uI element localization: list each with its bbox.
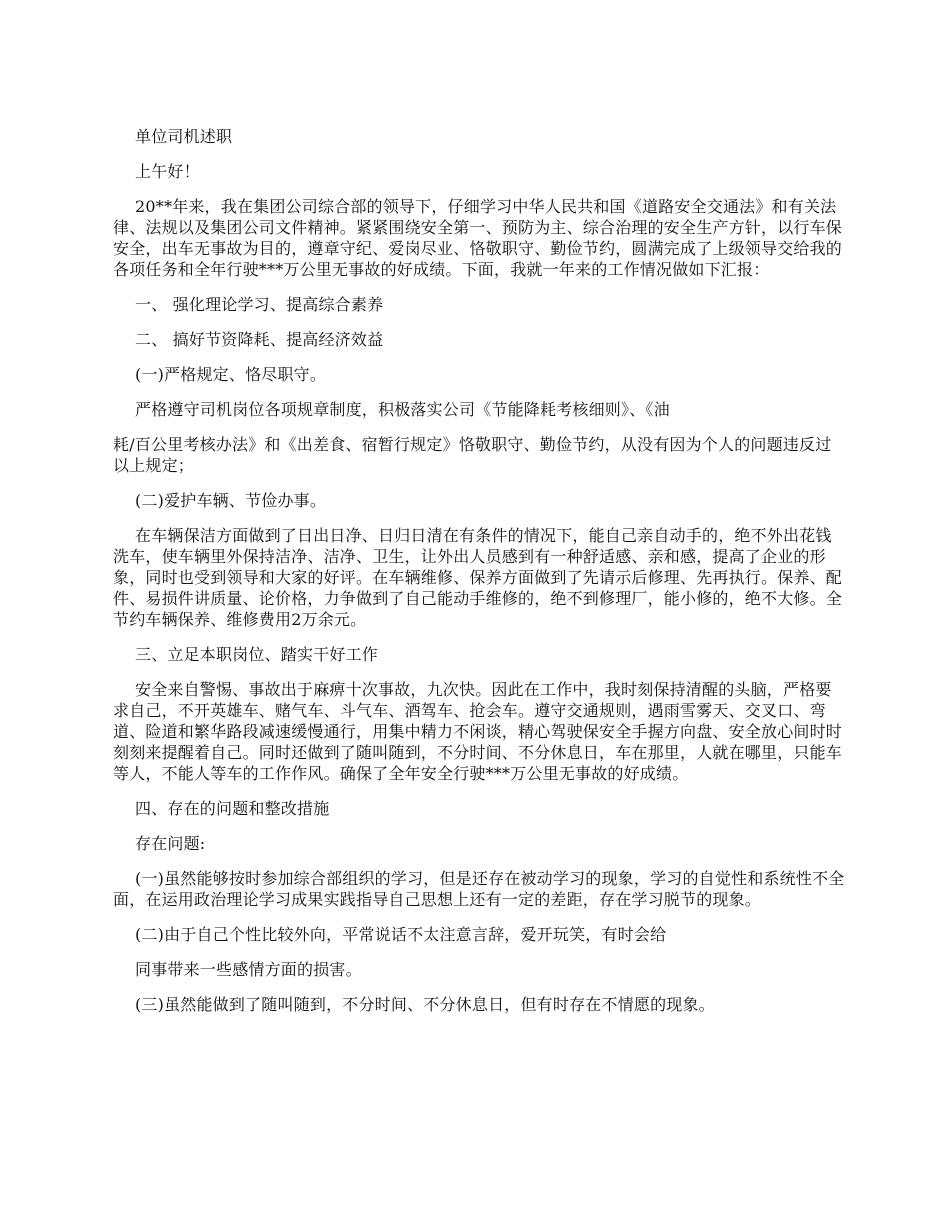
document-title: 单位司机述职 bbox=[135, 127, 233, 146]
intro-paragraph: 20**年来，我在集团公司综合部的领导下，仔细学习中华人民共和国《道路安全交通法》和有关法律、法规以及集团公司文件精神。紧紧围绕安全第一、预防为主、综合治理的安全生产方针，以行车保安全，出车无事故为目的，遵章守纪、爱岗尽业、恪敬职守、勤俭节约，圆满完成了上级领导交给我的各项任务和全年行驶***万公里无事故的好成绩。下面，我就一年来的工作情况做如下汇报： bbox=[113, 197, 843, 279]
greeting: 上午好！ bbox=[135, 162, 200, 181]
section-heading-4: 四、存在的问题和整改措施 bbox=[135, 799, 330, 818]
problem-1: (一)虽然能够按时参加综合部组织的学习，但是还存在被动学习的现象，学习的自觉性和系统性不全面，在运用政治理论学习成果实践指导自己思想上还有一定的差距，存在学习脱节的现象。 bbox=[113, 869, 845, 909]
subsection-heading-2-1: (一)严格规定、恪尽职守。 bbox=[135, 365, 327, 384]
paragraph-3: 安全来自警惕、事故出于麻痹十次事故，九次快。因此在工作中，我时刻保持清醒的头脑，严格要求自己，不开英雄车、赌气车、斗气车、酒驾车、抢会车。遵守交通规则，遇雨雪雾天、交叉口、弯道、险道和繁华路段减速缓慢通行，用集中精力不闲谈，精心驾驶保安全手握方向盘、安全放心间时时刻刻来提醒着自己。同时还做到了随叫随到，不分时间、不分休息日，车在那里，人就在哪里，只能车等人，不能人等车的工作作风。确保了全年安全行驶***万公里无事故的好成绩。 bbox=[113, 680, 843, 783]
problem-2-line-1: (二)由于自己个性比较外向，平常说话不太注意言辞，爱开玩笑，有时会给 bbox=[135, 925, 667, 944]
problem-3: (三)虽然能做到了随叫随到，不分时间、不分休息日，但有时存在不情愿的现象。 bbox=[135, 995, 715, 1014]
section-heading-2: 二、 搞好节资降耗、提高经济效益 bbox=[135, 330, 384, 349]
problems-label: 存在问题: bbox=[135, 834, 206, 853]
section-heading-3: 三、立足本职岗位、踏实干好工作 bbox=[135, 645, 379, 664]
paragraph-2-2: 在车辆保洁方面做到了日出日净、日归日清在有条件的情况下，能自己亲自动手的，绝不外出花钱洗车，使车辆里外保持洁净、洁净、卫生，让外出人员感到有一种舒适感、亲和感，提高了企业的形象，同时也受到领导和大家的好评。在车辆维修、保养方面做到了先请示后修理、先再执行。保养、配件、易损件讲质量、论价格，力争做到了自己能动手维修的，绝不到修理厂，能小修的，绝不大修。全节约车辆保养、维修费用2万余元。 bbox=[113, 526, 843, 629]
paragraph-2-1-line-1: 严格遵守司机岗位各项规章制度，积极落实公司《节能降耗考核细则》、《油 bbox=[135, 400, 670, 419]
problem-2-line-2: 同事带来一些感情方面的损害。 bbox=[135, 960, 362, 979]
document-body bbox=[113, 126, 845, 1029]
subsection-heading-2-2: (二)爱护车辆、节俭办事。 bbox=[135, 491, 327, 510]
section-heading-1: 一、 强化理论学习、提高综合素养 bbox=[135, 295, 384, 314]
paragraph-2-1-line-2: 耗/百公里考核办法》和《出差食、宿暂行规定》恪敬职守、勤俭节约，从没有因为个人的问题违反过以上规定； bbox=[113, 435, 832, 475]
